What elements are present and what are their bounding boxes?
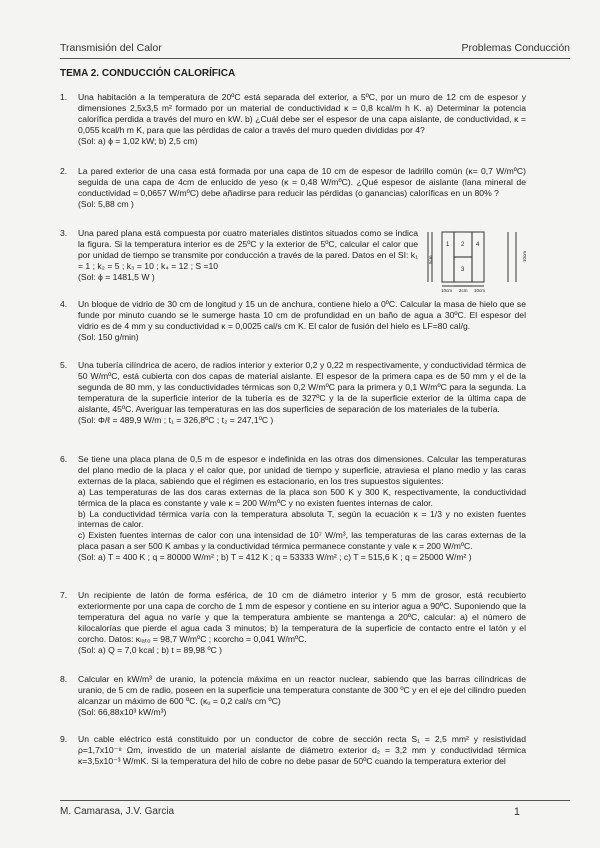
footer-authors: M. Camarasa, J.V. Garcia bbox=[60, 806, 175, 817]
problem-text: Un recipiente de latón de forma esférica, de 10 cm de diámetro interior y 5 mm de grosor, está recubierto exteriormente por una capa de corcho de 1 mm de espesor y contiene en su interior agua a 90ºC. Suponiendo que la temperatura del agua no varíe y que la temperatura ambiente se mantenga a 20ºC, calcular: a) el número de kilocalorías que pierde el agua cada 3 minutos; b) la temperatura de la superficie de contacto entre el latón y el corcho. Datos: κₗₐₜₒ = 98,7 W/mºC ; κcorcho = 0,041 W/mºC. bbox=[78, 590, 526, 644]
problem-1 bbox=[60, 92, 526, 147]
problem-number: 8. bbox=[60, 674, 68, 684]
header-left: Transmisión del Calor bbox=[60, 42, 162, 54]
problem-6 bbox=[60, 454, 526, 563]
problem-solution: (Sol: a) T = 400 K ; q = 80000 W/m² ; b) T = 412 K ; q = 53333 W/m² ; c) T = 515,6 K ; q = 25000 W/m² ) bbox=[78, 552, 472, 563]
layer-label: 1 bbox=[446, 242, 450, 248]
problem-number: 1. bbox=[60, 92, 68, 102]
layer-label: 2 bbox=[461, 242, 465, 248]
problem-text: Se tiene una placa plana de 0,5 m de espesor e indefinida en las otras dos dimensiones. Calcular las temperaturas del plano medio de la placa y el calor que, por unidad de tiempo y superficie, atraviesa el plano medio y las caras externas de la placa, sabiendo que el régimen es estacionario, en los tres supuestos siguientes: bbox=[78, 454, 526, 486]
problem-number: 5. bbox=[60, 360, 68, 370]
header-right: Problemas Conducción bbox=[461, 42, 570, 54]
bottom-label: 2cm bbox=[459, 288, 468, 292]
problem-text: La pared exterior de una casa está formada por una capa de 10 cm de espesor de ladrillo común (κ= 0,7 W/mºC) seguida de una capa de 4cm de enlucido de yeso (κ = 0,48 W/mºC). ¿Qué espesor de aislante (lana mineral de conductividad = 0,0657 W/mºC) debe añadirse para reducir las pérdidas (o ganancias) caloríficas en un 80% ? bbox=[78, 166, 526, 198]
problem-item: c) Existen fuentes internas de calor con una intensidad de 10⁷ W/m³, las temperaturas de las caras externas de la placa pasan a ser 500 K ambas y la conductividad térmica permanece constante y vale κ = 200 W/mºC. bbox=[78, 530, 526, 552]
problem-solution: (Sol: 66,88x10³ kW/m³) bbox=[78, 706, 167, 717]
problem-3 bbox=[60, 228, 418, 283]
problem-solution: (Sol: ϕ = 1481,5 W ) bbox=[78, 271, 155, 282]
layer-label: 3 bbox=[461, 267, 465, 273]
problem-number: 6. bbox=[60, 454, 68, 464]
problem-text: Un cable eléctrico está constituido por un conductor de cobre de sección recta S₁ = 2,5 mm² y resistividad ρ=1,7x10⁻⁸ Ωm, investido de un material aislante de diámetro exterior d₂ = 3,2 mm y conductividad térmica κ=3,5x10⁻³ W/mK. Si la temperatura del hilo de cobre no debe pasar de 50ºC cuando la temperatura exterior del bbox=[78, 734, 526, 766]
problem-5 bbox=[60, 360, 526, 425]
problem-text: Una tubería cilíndrica de acero, de radios interior y exterior 0,2 y 0,22 m respectivamente, y conductividad térmica de 50 W/mºC, está cubierta con dos capas de material aislante. El espesor de la primera capa es de 50 mm y el de la segunda de 80 mm, y las conductividades térmicas son 0,2 W/mºC para la primera y 0,1 W/mºC para la segunda. La temperatura de la superficie interior de la tubería es de 327ºC y la de la superficie exterior de la última capa de aislante, 45ºC. Averiguar las temperaturas en las dos superficies de separación de los materiales de la tubería. bbox=[78, 360, 526, 414]
problem-solution: (Sol: 5,88 cm ) bbox=[78, 198, 134, 209]
footer-rule bbox=[60, 800, 570, 801]
side-label-left: 5cm bbox=[428, 255, 433, 264]
problem-item: b) La conductividad térmica varía con la temperatura absoluta T, según la ecuación κ = 1/3 y no existen fuentes internas de calor. bbox=[78, 508, 526, 530]
problem-text: Una habitación a la temperatura de 20ºC está separada del exterior, a 5ºC, por un muro de 12 cm de espesor y dimensiones 2,5x3,5 m² formado por un material de conductividad κ = 0,8 kcal/m h K. a) Determinar la potencia calorífica perdida a través del muro en kW. b) ¿Cuál debe ser el espesor de una capa aislante, de conductividad, κ = 0,055 kcal/h m K, para que las pérdidas de calor a través del muro queden divididas por 4? bbox=[78, 92, 526, 135]
page-number: 1 bbox=[513, 806, 520, 818]
page-header bbox=[60, 42, 570, 54]
problem-text: Calcular en kW/m³ de uranio, la potencia máxima en un reactor nuclear, sabiendo que las barras cilíndricas de uranio, de 5 cm de radio, poseen en la superficie una temperatura constante de 300 ºC y en el eje del cilindro pueden alcanzar un máximo de 600 ºC. (κᵤ = 0,2 cal/s cm ºC) bbox=[78, 674, 526, 706]
page-footer bbox=[60, 806, 520, 818]
side-label-right: 10cm bbox=[522, 250, 527, 262]
problem-text: Una pared plana está compuesta por cuatro materiales distintos situados como se indica la figura. Si la temperatura interior es de 25ºC y la exterior de 5ºC, calcular el calor que por unidad de tiempo se transmite por conducción a través de la pared. Datos en el SI: k₁ = 1 ; k₂ = 5 ; k₃ = 10 ; k₄ = 12 ; S =10 bbox=[78, 228, 418, 271]
problem-text: Un bloque de vidrio de 30 cm de longitud y 15 un de anchura, contiene hielo a 0ºC. Calcular la masa de hielo que se funde por minuto cuando se le sumerge hasta 10 cm de profundidad en un baño de agua a 30ºC. El espesor del vidrio es de 4 mm y su conductividad κ = 0,0025 cal/s cm K. El calor de fusión del hielo es LF=80 cal/g. bbox=[78, 299, 526, 331]
problem-number: 3. bbox=[60, 228, 68, 238]
wall-diagram bbox=[424, 228, 536, 292]
problem-solution: (Sol: 150 g/min) bbox=[78, 331, 139, 342]
problem-7 bbox=[60, 590, 526, 655]
problem-number: 9. bbox=[60, 734, 68, 744]
problem-8 bbox=[60, 674, 526, 718]
problem-2 bbox=[60, 166, 526, 210]
problem-number: 4. bbox=[60, 299, 68, 309]
problem-solution: (Sol: Φ/ℓ = 489,9 W/m ; t₁ = 326,8ºC ; t₂ = 247,1ºC ) bbox=[78, 414, 274, 425]
problem-4 bbox=[60, 299, 526, 343]
problem-9 bbox=[60, 734, 526, 767]
bottom-label: 10cm bbox=[441, 288, 453, 292]
problem-solution: (Sol: a) Q = 7,0 kcal ; b) t = 89,98 ºC ) bbox=[78, 644, 223, 655]
layer-label: 4 bbox=[476, 242, 480, 248]
problem-solution: (Sol: a) ϕ = 1,02 kW; b) 2,5 cm) bbox=[78, 135, 198, 146]
bottom-label: 10cm bbox=[474, 288, 486, 292]
header-rule bbox=[60, 58, 570, 59]
problem-item: a) Las temperaturas de las dos caras externas de la placa son 500 K y 300 K, respectivamente, la conductividad térmica de la placa es constante y vale κ = 200 W/mºC y no existen fuentes internas de calor. bbox=[78, 486, 526, 508]
problem-number: 7. bbox=[60, 590, 68, 600]
problem-number: 2. bbox=[60, 166, 68, 176]
section-title: TEMA 2. CONDUCCIÓN CALORÍFICA bbox=[60, 68, 236, 79]
